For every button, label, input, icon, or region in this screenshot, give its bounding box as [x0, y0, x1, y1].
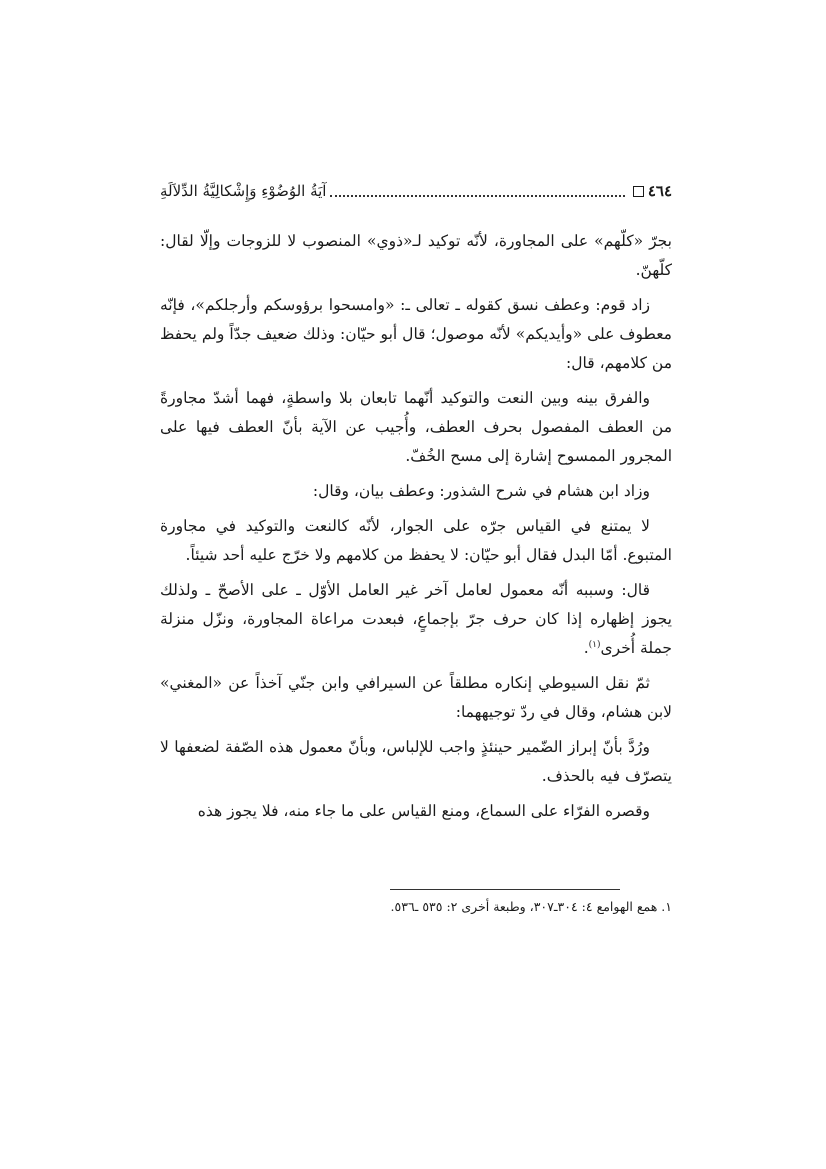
main-text: [160, 227, 672, 832]
running-header: [160, 180, 672, 202]
page-number: ٤٦٤: [647, 182, 672, 200]
footnote-divider: [390, 889, 620, 890]
paragraph: ثمّ نقل السيوطي إنكاره مطلقاً عن السيرافي وابن جنّي آخذاً عن «المغني» لابن هشام، وقال في ردّ توجيههما:: [160, 674, 672, 721]
paragraph: بجرّ «كلّهم» على المجاورة، لأنّه توكيد لـ«ذوي» المنصوب لا للزوجات وإلّا لقال: كلّهنّ.: [160, 232, 672, 279]
quoted-paragraph: والفرق بينه وبين النعت والتوكيد أنّهما تابعان بلا واسطةٍ، فهما أشدّ مجاورةً من العطف المفصول بحرف العطف، وأُجيب عن الآية بأنّ العطف فيها على المجرور الممسوح إشارة إلى مسح الخُفّ.: [160, 389, 672, 465]
dotted-leader: [330, 185, 624, 197]
square-ornament-icon: [633, 186, 644, 197]
paragraph-text: قال: وسببه أنّه معمول لعامل آخر غير العامل الأوّل ـ على الأصحّ ـ ولذلك يجوز إظهاره إذا كان حرف جرّ بإجماعٍ، فبعدت مراعاة المجاورة، ونزّل منزلة جملة أُخرى: [160, 581, 672, 657]
quoted-paragraph: لا يمتنع في القياس جرّه على الجوار، لأنّه كالنعت والتوكيد في مجاورة المتبوع. أمّا البدل فقال أبو حيّان: لا يحفظ من كلامهم ولا خرّج عليه أحد شيئاً.: [160, 517, 672, 564]
paragraph-with-footnote: [160, 576, 672, 663]
footnote-reference: (١): [588, 639, 601, 650]
paragraph-end: .: [583, 639, 589, 657]
paragraph: وقصره الفرّاء على السماع، ومنع القياس على ما جاء منه، فلا يجوز هذه: [197, 802, 650, 820]
quoted-paragraph: ورُدَّ بأنّ إبراز الضّمير حينئذٍ واجب للإلباس، وبأنّ معمول هذه الصّفة لضعفها لا يتصرّف فيه بالحذف.: [160, 738, 672, 785]
running-title: آيَةُ الوُضُوْءِ وَإِشْكالِيَّةُ الدِّلاَلَةِ: [160, 182, 327, 200]
paragraph: وزاد ابن هشام في شرح الشذور: وعطف بيان، وقال:: [312, 482, 650, 500]
paragraph: زاد قوم: وعطف نسق كقوله ـ تعالى ـ: «وامسحوا برؤوسكم وأرجلكم»، فإنّه معطوف على «وأيديكم» لأنّه موصول؛ قال أبو حيّان: وذلك ضعيف جدّاً ولم يحفظ من كلامهم، قال:: [160, 296, 672, 372]
footnote: ١. همع الهوامع ٤: ٣٠٤ـ٣٠٧، وطبعة أخرى ٢: ٥٣٥ ـ٥٣٦.: [390, 899, 672, 914]
